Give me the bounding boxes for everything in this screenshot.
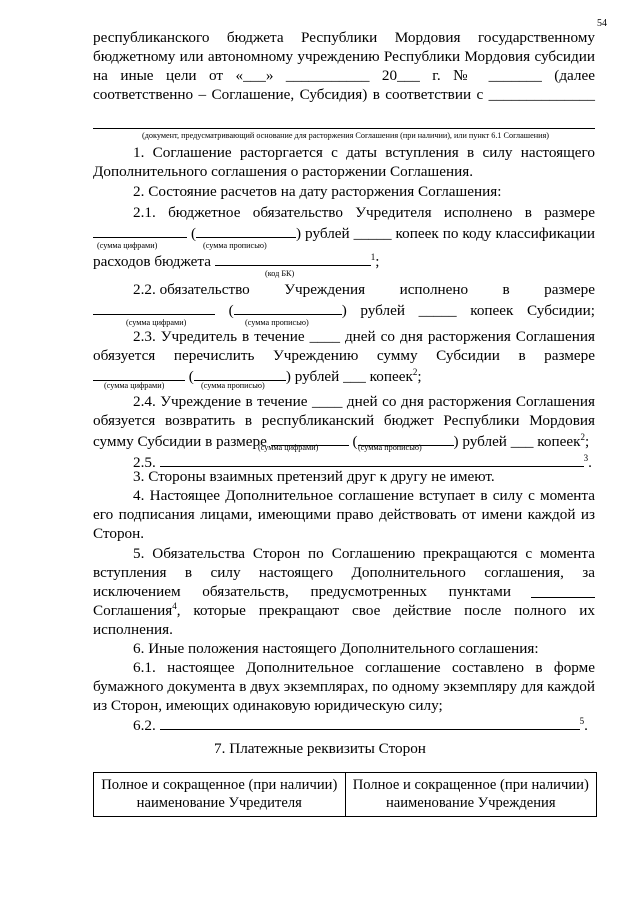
caption-digits: (сумма цифрами) xyxy=(97,241,158,250)
item-6-2-line: 6.2. $^5$. xyxy=(133,715,588,734)
item-3: 3. Стороны взаимных претензий друг к другу не имеют. xyxy=(133,468,495,485)
item-2-4-line: 2.4. Учреждение в течение ____ дней со дня расторжения Соглашения xyxy=(133,393,595,410)
item-5-line: 5. Обязательства Сторон по Соглашению прекращаются с момента xyxy=(133,545,595,562)
table-row xyxy=(94,773,597,817)
table-cell-institution xyxy=(345,773,597,817)
cell-text: Полное и сокращенное (при наличии) xyxy=(101,777,338,793)
item-2-heading: 2. Состояние расчетов на дату расторжения Соглашения: xyxy=(133,183,502,200)
footnote-mark: 3 xyxy=(583,452,589,463)
item-2-3-line: 2.3. Учредитель в течение ____ дней со дня расторжения Соглашения xyxy=(133,328,595,345)
item-1-line: Дополнительного соглашения о расторжении Соглашения. xyxy=(93,163,474,180)
items-blank[interactable] xyxy=(531,582,595,598)
item-2-1-line: 2.1. бюджетное обязательство Учредителя исполнено в размере xyxy=(133,204,595,221)
item-2-4-amount-line: сумму Субсидии в размере ( ) рублей ___ копеек$^2$; xyxy=(93,431,590,450)
word: Учреждения xyxy=(284,281,366,298)
amount-digits-blank[interactable] xyxy=(93,365,185,381)
word: размере xyxy=(544,281,595,298)
item-5-line xyxy=(93,582,595,601)
amount-digits-blank[interactable] xyxy=(93,222,187,238)
item-5-text: , которые прекращают свое действие после полного их xyxy=(176,602,595,619)
page-number: 54 xyxy=(597,18,607,29)
item-5-line xyxy=(93,601,595,620)
caption-digits: (сумма цифрами) xyxy=(126,318,187,327)
item-label: 2.5. xyxy=(133,454,156,471)
item-5-line: вступления в силу настоящего Дополнительного соглашения, за xyxy=(93,564,595,581)
item-label: 6.2. xyxy=(133,717,156,734)
item-4-line: 4. Настоящее Дополнительное соглашение вступает в силу с момента xyxy=(133,487,595,504)
item-6-1-line: 6.1. настоящее Дополнительное соглашение составлено в форме xyxy=(133,659,595,676)
word: в xyxy=(502,281,510,298)
caption-digits: (сумма цифрами) xyxy=(258,443,319,452)
cell-text: наименование Учреждения xyxy=(385,795,556,811)
basis-caption: (документ, предусматривающий основание для расторжения Соглашения (при наличии), или пункт 6.1 Соглашения) xyxy=(142,131,549,140)
item-2-4-line: обязуется возвратить в республиканский бюджет Республики Мордовия xyxy=(93,412,595,429)
cell-text: наименование Учредителя xyxy=(136,795,302,811)
caption-words: (сумма прописью) xyxy=(245,318,309,327)
item-2-1-amount-line: ( ) рублей _____ копеек по коду классификации xyxy=(93,222,595,243)
amount-words-blank[interactable] xyxy=(194,365,286,381)
item-6-2-blank[interactable] xyxy=(160,714,580,730)
item-5-line: исполнения. xyxy=(93,621,173,638)
item-2-5-blank[interactable] xyxy=(160,451,584,467)
item-4-line: его подписания лицами, имеющими право действовать от имени каждой из xyxy=(93,506,595,523)
item-2-3-amount-line: ( ) рублей ___ копеек$^2$; xyxy=(93,365,595,386)
item-2-3-rest: ) рублей ___ копеек xyxy=(285,368,413,385)
amount-words-blank[interactable] xyxy=(234,299,342,315)
intro-line: на иные цели от «___» ___________ 20___ г. № _______ (далее xyxy=(93,67,595,84)
item-6-heading: 6. Иные положения настоящего Дополнительного соглашения: xyxy=(133,640,539,657)
item-2-4-rest: ) рублей ___ копеек xyxy=(453,433,581,450)
item-2-5-line: 2.5. $^3$. xyxy=(133,452,592,471)
footnote-mark: 4 xyxy=(172,600,177,611)
item-2-1-rest: ) рублей _____ копеек по коду классификации xyxy=(296,225,595,242)
word: исполнено xyxy=(399,281,469,298)
amount-words-blank[interactable] xyxy=(196,222,296,238)
cell-text: Полное и сокращенное (при наличии) xyxy=(352,777,589,793)
basis-underline xyxy=(93,128,595,129)
item-5-text: Соглашения xyxy=(93,602,173,619)
caption-words: (сумма прописью) xyxy=(203,241,267,250)
caption-digits: (сумма цифрами) xyxy=(104,381,165,390)
item-2-4-lead: сумму Субсидии в размере xyxy=(93,433,267,450)
intro-line: соответственно – Соглашение, Субсидия) в соответствии с ______________ xyxy=(93,86,595,103)
caption-code: (код БК) xyxy=(265,269,295,278)
item-5-text: исключением обязательств, предусмотренных пунктами xyxy=(93,583,511,600)
item-6-1-line: из Сторон, имеющих одинаковую юридическую силу; xyxy=(93,697,443,714)
item-6-1-line: бумажного документа в двух экземплярах, по одному экземпляру для каждой xyxy=(93,678,595,695)
caption-words: (сумма прописью) xyxy=(358,443,422,452)
intro-line: республиканского бюджета Республики Мордовия государственному xyxy=(93,29,595,46)
footnote-mark: 5 xyxy=(579,715,585,726)
item-2-2-rest: ) рублей _____ копеек Субсидии; xyxy=(341,302,595,319)
footnote-mark: 2 xyxy=(580,431,586,442)
requisites-table xyxy=(93,772,597,817)
item-2-2-amount-line: ( ) рублей _____ копеек Субсидии; xyxy=(93,299,595,320)
caption-words: (сумма прописью) xyxy=(201,381,265,390)
budget-code-blank[interactable] xyxy=(215,250,371,266)
item-2-2-line xyxy=(133,280,595,299)
word: 2.2. обязательство xyxy=(133,281,250,298)
item-1-line: 1. Соглашение расторгается с даты вступления в силу настоящего xyxy=(133,144,595,161)
budget-label: расходов бюджета xyxy=(93,253,211,270)
footnote-mark: 2 xyxy=(412,366,418,377)
intro-line: бюджетному или автономному учреждению Республики Мордовия субсидии xyxy=(93,48,595,65)
item-4-line: Сторон. xyxy=(93,525,145,542)
item-2-3-line: обязуется перечислить Учреждению сумму Субсидии в размере xyxy=(93,347,595,364)
table-cell-founder xyxy=(94,773,346,817)
section-7-title: 7. Платежные реквизиты Сторон xyxy=(214,740,426,757)
amount-digits-blank[interactable] xyxy=(93,299,215,315)
footnote-mark: 1 xyxy=(370,251,376,262)
item-2-1-code-line: расходов бюджета $^1$; xyxy=(93,251,380,270)
